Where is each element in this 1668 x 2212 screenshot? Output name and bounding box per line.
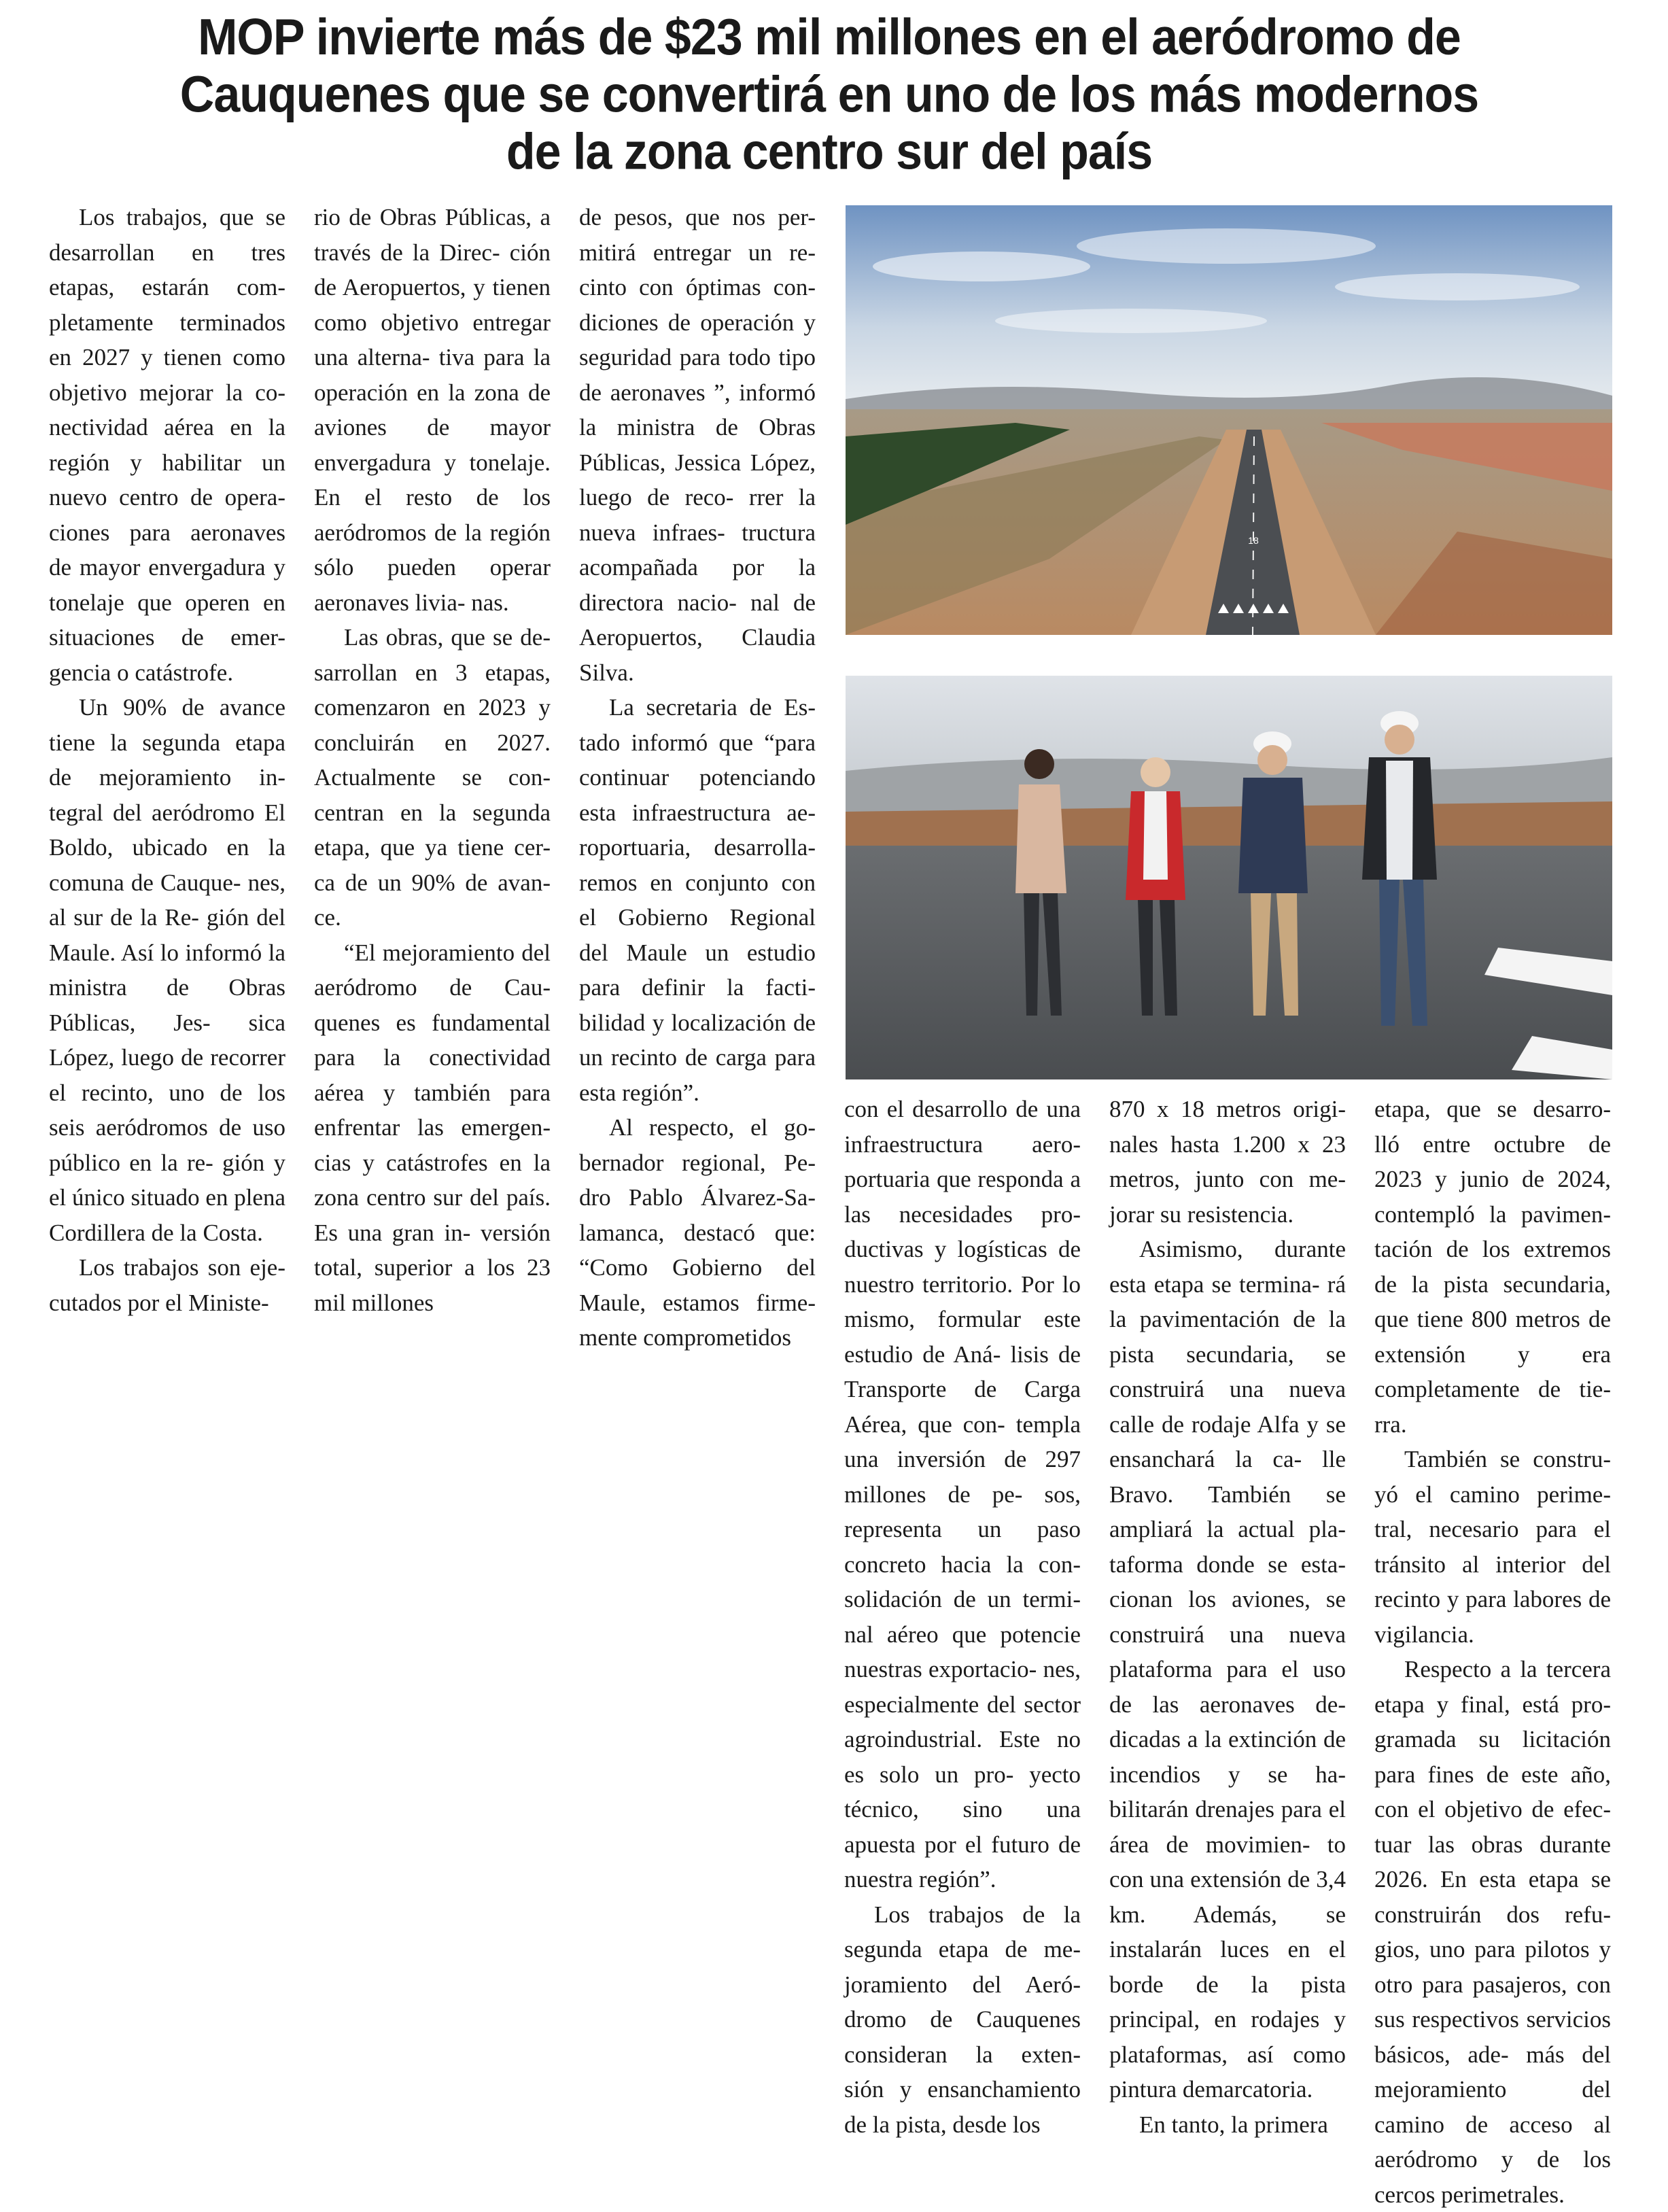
paragraph: “El mejoramiento del aeródromo de Cau- quenes es fundamental para la conectividad aérea y también para enfrentar las emergen- cias y catástrofes en la zona centro sur del país. Es una gran in- versión total, superior a los 23 mil millones xyxy=(314,939,551,1316)
officials-walking-photo xyxy=(846,676,1612,1079)
headline-line-1: MOP invierte más de $23 mil millones en el aeródromo de xyxy=(198,8,1461,66)
paragraph: Respecto a la tercera etapa y final, está pro- gramada su licitación para fines de este año, con el objetivo de efec- tuar las obras durante 2026. En esta etapa se construirán dos refu- gios, uno para pilotos y otro para pasajeros, con sus respectivos servicios básicos, ade- más del mejoramiento del camino de acceso al aeródromo y de los cercos perimetrales. xyxy=(1374,1656,1611,2208)
article-column-4 xyxy=(844,1092,1081,2142)
paragraph: Los trabajos, que se desarrollan en tres etapas, estarán com- pletamente terminados en 2027 y tienen como objetivo mejorar la co- nectividad aérea en la región y habilitar un nuevo centro de opera- ciones para aeronaves de mayor envergadura y tonelaje que operen en situaciones de emer- gencia o catástrofe. xyxy=(49,204,285,686)
paragraph: Los trabajos son eje- cutados por el Ministe- xyxy=(49,1254,285,1316)
paragraph: La secretaria de Es- tado informó que “para continuar potenciando esta infraestructura ae- roportuaria, desarrolla- remos en conjunto con el Gobierno Regional del Maule un estudio para definir la facti- bilidad y localización de un recinto de carga para esta región”. xyxy=(579,694,816,1106)
runway-aerial-photo xyxy=(846,205,1612,635)
paragraph: En tanto, la primera xyxy=(1139,2111,1328,2138)
headline-line-2: Cauquenes que se convertirá en uno de los más modernos xyxy=(179,65,1479,123)
paragraph: etapa, que se desarro- lló entre octubre de 2023 y junio de 2024, contempló la pavimen- tación de los extremos de la pista secundaria, que tiene 800 metros de extensión y era completamente de tie- rra. xyxy=(1374,1096,1611,1438)
paragraph: Los trabajos de la segunda etapa de me- joramiento del Aeró- dromo de Cauquenes consideran la exten- sión y ensanchamiento de la pista, desde los xyxy=(844,1901,1081,2138)
paragraph: Un 90% de avance tiene la segunda etapa de mejoramiento in- tegral del aeródromo El Boldo, ubicado en la comuna de Cauque- nes, al sur de la Re- gión del Maule. Así lo informó la ministra de Obras Públicas, Jes- sica López, luego de recorrer el recinto, uno de los seis aeródromos de uso público en la re- gión y el único situado en plena Cordillera de la Costa. xyxy=(49,694,285,1246)
paragraph: Asimismo, durante esta etapa se termina- rá la pavimentación de la pista secundaria, se construirá una nueva calle de rodaje Alfa y se ensanchará la ca- lle Bravo. También se ampliará la actual pla- taforma donde se esta- cionan los aviones, se construirá una nueva plataforma para el uso de las aeronaves de- dicadas a la extinción de incendios y se ha- bilitarán drenajes para el área de movimien- to con una extensión de 3,4 km. Además, se instalarán luces en el borde de la pista principal, en rodajes y plataformas, así como pintura demarcatoria. xyxy=(1109,1236,1346,2103)
paragraph: 870 x 18 metros origi- nales hasta 1.200 x 23 metros, junto con me- jorar su resistencia. xyxy=(1109,1096,1346,1228)
paragraph: Al respecto, el go- bernador regional, Pe- dro Pablo Álvarez-Sa- lamanca, destacó que: “Como Gobierno del Maule, estamos firme- mente comprometidos xyxy=(579,1114,816,1351)
paragraph: rio de Obras Públicas, a través de la Direc- ción de Aeropuertos, y tienen como objetivo entregar una alterna- tiva para la operación en la zona de aviones de mayor envergadura y tonelaje. En el resto de los aeródromos de la región sólo pueden operar aeronaves livia- nas. xyxy=(314,204,551,616)
article-column-5 xyxy=(1109,1092,1346,2142)
officials-walking-illustration xyxy=(846,676,1612,1079)
headline-line-3: de la zona centro sur del país xyxy=(506,122,1153,180)
article-column-6 xyxy=(1374,1092,1611,2212)
article-column-3 xyxy=(579,200,816,1355)
runway-aerial-illustration xyxy=(846,205,1612,635)
runway-number-marking: 18 xyxy=(1248,535,1259,546)
article-column-2 xyxy=(314,200,551,1320)
article-column-1 xyxy=(49,200,285,1320)
paragraph: de pesos, que nos per- mitirá entregar un re- cinto con óptimas con- diciones de operación y seguridad para todo tipo de aeronaves ”, informó la ministra de Obras Públicas, Jessica López, luego de reco- rrer la nueva infraes- tructura acompañada por la directora nacio- nal de Aeropuertos, Claudia Silva. xyxy=(579,204,816,686)
paragraph: También se constru- yó el camino perime- tral, necesario para el tránsito al interior del recinto y para labores de vigilancia. xyxy=(1374,1446,1611,1648)
headline xyxy=(41,8,1618,180)
paragraph: Las obras, que se de- sarrollan en 3 etapas, comenzaron en 2023 y concluirán en 2027. Actualmente se con- centran en la segunda etapa, que ya tiene cer- ca de un 90% de avan- ce. xyxy=(314,624,551,931)
paragraph: con el desarrollo de una infraestructura aero- portuaria que responda a las necesidades pro- ductivas y logísticas de nuestro territorio. Por lo mismo, formular este estudio de Aná- lisis de Transporte de Carga Aérea, que con- templa una inversión de 297 millones de pe- sos, representa un paso concreto hacia la con- solidación de un termi- nal aéreo que potencie nuestras exportacio- nes, especialmente del sector agroindustrial. Este no es solo un pro- yecto técnico, sino una apuesta por el futuro de nuestra región”. xyxy=(844,1096,1081,1893)
